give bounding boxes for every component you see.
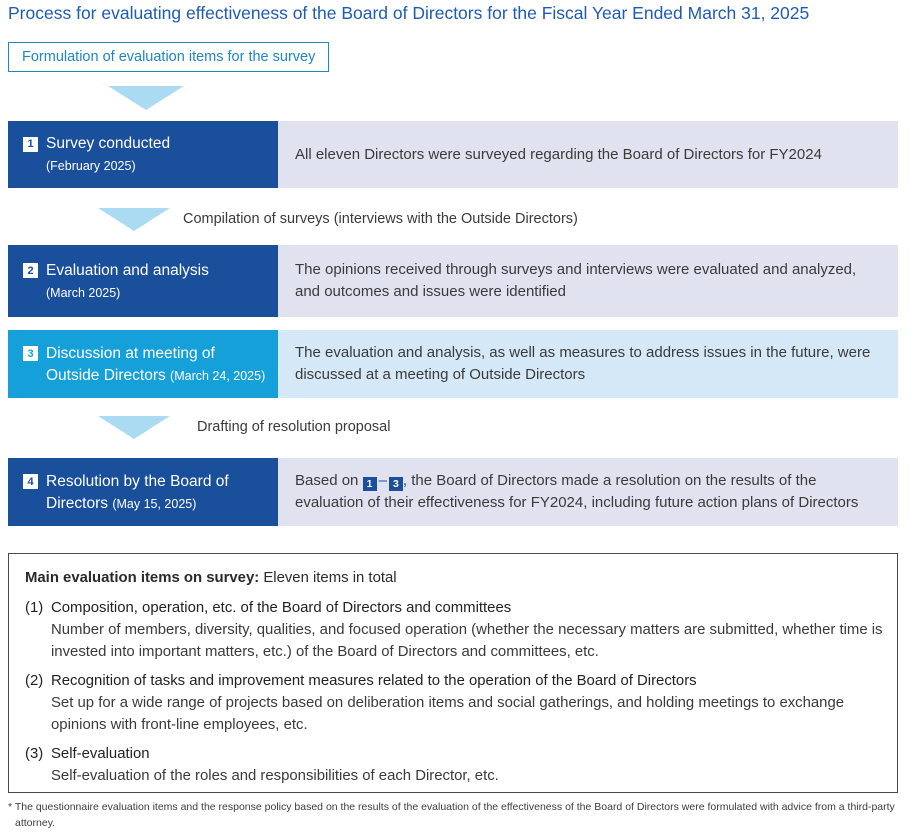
page-title: Process for evaluating effectiveness of the Board of Directors for the Fiscal Year Ended March 31, 2025 (8, 3, 810, 23)
step-2-title-line (23, 261, 278, 281)
step-4-date-line (46, 495, 278, 513)
step-row-board-resolution (8, 458, 898, 526)
step-2-number-badge: 2 (23, 263, 38, 278)
step-2-description-panel (278, 245, 898, 317)
connector-label-drafting: Drafting of resolution proposal (197, 419, 391, 435)
step-4-title-line (23, 472, 278, 492)
step-3-title-continued: Outside Directors (46, 366, 171, 384)
evaluation-item-3-title: (3) Self-evaluation (25, 743, 883, 765)
step-1-title-line (23, 134, 278, 154)
step-ref-badge-1: 1 (363, 477, 377, 491)
step-ref-badge-3: 3 (389, 477, 403, 491)
step-2-description: The opinions received through surveys and interviews were evaluated and analyzed, and outcomes and issues were identified (295, 261, 857, 300)
step-3-title-line (23, 344, 278, 364)
evaluation-item-2 (25, 670, 883, 736)
step-2-date-line (46, 284, 278, 302)
evaluation-item-1 (25, 597, 883, 663)
step-3-number-badge: 3 (23, 346, 38, 361)
step-1-number-badge: 1 (23, 137, 38, 152)
evaluation-items-box (8, 553, 898, 793)
step-2-date: (March 2025) (46, 285, 121, 300)
down-arrow-icon (108, 86, 184, 110)
evaluation-item-2-description: Set up for a wide range of projects based on deliberation items and social gatherings, and holding meetings to exchange opinions with front-line employees, etc. (51, 695, 845, 733)
ref-range-dash: – (378, 472, 387, 489)
item-marker: (1) (25, 600, 44, 616)
down-arrow-icon (98, 208, 170, 231)
step-4-title: Resolution by the Board of (46, 472, 229, 490)
step-4-label-panel (8, 458, 278, 526)
step-4-description-panel (278, 458, 898, 526)
step-4-description: Based on 1 – 3 , the Board of Directors made a resolution on the results of the evaluation of their effectiveness for FY2024, including future action plans of Directors (295, 472, 859, 511)
step-3-description: The evaluation and analysis, as well as measures to address issues in the future, were discussed at a meeting of Outside Directors (295, 344, 871, 383)
intro-step-box: Formulation of evaluation items for the survey (8, 42, 329, 72)
step-row-survey-conducted (8, 121, 898, 188)
step-3-date: (March 24, 2025) (170, 368, 266, 383)
step-row-outside-directors-meeting (8, 330, 898, 398)
step-3-date-line (46, 367, 278, 385)
connector-label-compilation: Compilation of surveys (interviews with the Outside Directors) (183, 211, 578, 227)
footnote (8, 799, 903, 831)
evaluation-item-1-title: (1) Composition, operation, etc. of the Board of Directors and committees (25, 597, 883, 619)
step-1-title: Survey conducted (46, 135, 171, 152)
item-marker: (3) (25, 746, 44, 762)
step-3-label-panel (8, 330, 278, 398)
evaluation-item-3 (25, 743, 883, 787)
step-1-date-line (46, 157, 278, 175)
step-4-number-badge: 4 (23, 474, 38, 489)
step-3-title: Discussion at meeting of (46, 344, 215, 362)
step-1-description-panel (278, 121, 898, 188)
footnote-asterisk: * (8, 801, 13, 813)
evaluation-item-1-description: Number of members, diversity, qualities, and focused operation (whether the necessary matters are submitted, whether time is invested into important matters, etc.) of the Board of Directors and committees, etc. (51, 622, 883, 660)
step-4-title-continued: Directors (46, 494, 113, 512)
step-1-label-panel (8, 121, 278, 188)
evaluation-item-3-description: Self-evaluation of the roles and responsibilities of each Director, etc. (51, 768, 499, 784)
down-arrow-icon (98, 416, 170, 439)
step-3-description-panel (278, 330, 898, 398)
step-4-date: (May 15, 2025) (112, 496, 197, 511)
item-marker: (2) (25, 673, 44, 689)
step-1-date: (February 2025) (46, 159, 136, 173)
evaluation-items-heading: Main evaluation items on survey: Eleven items in total (25, 570, 397, 586)
step-2-title: Evaluation and analysis (46, 261, 209, 279)
step-2-label-panel (8, 245, 278, 317)
footnote-text: The questionnaire evaluation items and the response policy based on the results of the evaluation of the effectiveness of the Board of Directors were formulated with advice from a third-party attorney. (14, 801, 895, 829)
evaluation-item-2-title: (2) Recognition of tasks and improvement measures related to the operation of the Board of Directors (25, 670, 883, 692)
step-row-evaluation-analysis (8, 245, 898, 317)
step-1-description: All eleven Directors were surveyed regarding the Board of Directors for FY2024 (295, 145, 822, 163)
